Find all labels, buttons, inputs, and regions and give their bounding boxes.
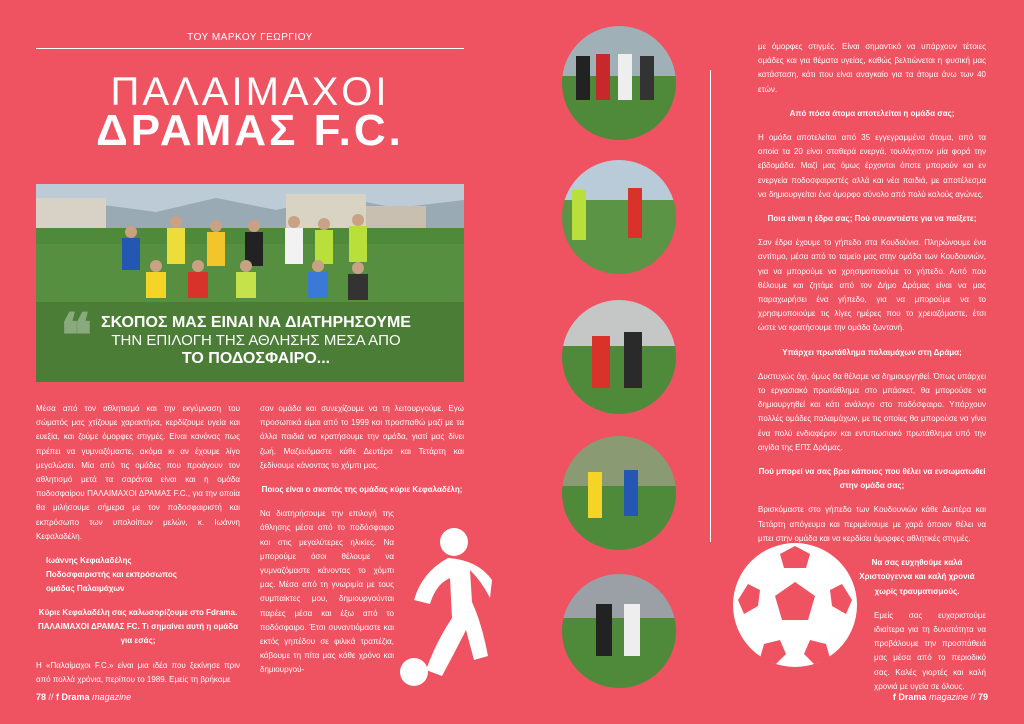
question-6: Πού μπορεί να σας βρει κάποιος που θέλει να ενσωματωθεί στην ομάδα σας; (758, 467, 986, 491)
column-divider (710, 70, 711, 542)
question-3: Από πόσα άτομα αποτελείται η ομάδα σας; (789, 108, 955, 118)
photo-circle-1 (562, 26, 676, 140)
soccer-ball-icon (730, 540, 860, 670)
signature-role: Ποδοσφαιριστής και εκπρόσωπος (46, 570, 177, 580)
question-7: Να σας ευχηθούμε καλά Χριστούγεννα και καλή χρονιά χωρίς τραυματισμούς. (859, 558, 975, 596)
pullquote (66, 314, 446, 368)
pullquote-line2: ΤΗΝ ΕΠΙΛΟΓΗ ΤΗΣ ΑΘΛΗΣΗΣ ΜΕΣΑ ΑΠΟ (111, 332, 401, 350)
answer-6: Βρισκόμαστε στο γήπεδο των Κουδουνιών κάθε Δευτέρα και Τετάρτη απόγευμα και περιμένουμε με χαρά όποιον θέλει να μπει στην ομάδα και να κερδίσει όμορφες αθλητικές στιγμές. (758, 505, 986, 543)
question-4: Ποια είναι η έδρα σας; Πού συναντιέστε για να παίξετε; (767, 214, 977, 224)
byline-rule (36, 48, 464, 49)
byline: ΤΟΥ ΜΑΡΚΟΥ ΓΕΩΡΓΙΟΥ (187, 32, 313, 43)
answer-5: Δυστυχώς όχι, όμως θα θέλαμε να δημιουργηθεί. Όπως υπάρχει το εργασιακό πρωτάθλημα στο μπάσκετ, θα μπορούσε να δημιουργηθεί και κάτι ανάλογο στο ποδόσφαιρο. Υπάρχουν πολλές ομάδες παλαιμάχων, με τις οποίες θα μπορούσε να γίνει ένα πολύ ενδιαφέρον και εντυπωσιακό πρωτάθλημα υπό την αιγίδα της ΕΠΣ Δράμας. (758, 371, 986, 452)
answer-2: Να διατηρήσουμε την επιλογή της άθλησης μέσα από το ποδόσφαιρο και στις μεγαλύτερες ηλικίες. Να μπορούμε όσοι θέλουμε να γυμναζόμαστε κάνοντας το χόμπι μας. Μέσα από τη γνωριμία με τους συμπαίκτες μου, δημιουργούνται παρέες μέσα και έξω από το ποδόσφαιρο. Έτσι συναντιόμαστε και εκτός γηπέδου σε φιλικά τραπέζια, κάβουμε τη πίτα μας κάθε χρόνο και δημιουργού- (260, 509, 394, 675)
answer-1-cont: σαν ομάδα και συνεχίζουμε να τη λειτουργούμε. Εγώ προσωπικά είμαι από το 1999 και προσπαθώ μαζί με τα άλλα παιδιά να κρατήσουμε την ομάδα, γιατί μας δίνει ζωή. Μαζευόμαστε κάθε Δευτέρα και Τετάρτη και ξεδίνουμε κάνοντας το χόμπι μας. (260, 404, 464, 470)
pullquote-line3: ΤΟ ΠΟΔΟΣΦΑΙΡΟ... (181, 349, 331, 367)
folio-right: f Drama magazine // 79 (892, 692, 988, 702)
column-1 (36, 402, 240, 697)
title-line2: ΔΡΑΜΑΣ F.C. (96, 106, 404, 155)
answer-1: Η «Παλαίμαχοι F.C.» είναι μια ιδέα που ξεκίνησε πριν από πολλά χρόνια, περίπου το 1989. Εμείς τη βρήκαμε (36, 660, 240, 684)
signature-name: Ιωάννης Κεφαλαδέλης (46, 556, 132, 566)
footballer-silhouette-icon (392, 520, 492, 690)
question-1: Κύριε Κεφαλαδέλη σας καλωσορίζουμε στο Fdrama. ΠΑΛΑΙΜΑΧΟΙ ΔΡΑΜΑΣ FC. Τι σημαίνει αυτή η ομάδα για εσάς; (38, 608, 238, 646)
pullquote-line1: ΣΚΟΠΟΣ ΜΑΣ ΕΙΝΑΙ ΝΑ ΔΙΑΤΗΡΗΣΟΥΜΕ (101, 314, 411, 331)
photo-circle-2 (562, 160, 676, 274)
question-5: Υπάρχει πρωτάθλημα παλαιμάχων στη Δράμα; (782, 347, 962, 357)
photo-circle-3 (562, 300, 676, 414)
intro-paragraph: Μέσα από τον αθλητισμό και την εκγύμναση του σώματός μας χτίζουμε χαρακτήρα, κερδίζουμε υγεία και ευεξία, και ζούμε όμορφες στιγμές. Είναι κανόνας πως πρέπει να γυμναζόμαστε, ακόμα κι αν έχουμε λίγο μεγαλώσει. Μία από τις ομάδες που προάγουν τον αθλητισμό μετά τα σαράντα είναι και η ομάδα ποδοσφαίρου ΠΑΛΑΙΜΑΧΟΙ ΔΡΑΜΑΣ F.C., για την οποία θα μιλήσουμε σήμερα με τον ποδοσφαιριστή και εκπρόσωπο των υπολοίπων μελών, κ. Ιωάννη Κεφαλαδέλη. (36, 404, 240, 541)
quote-mark-icon: ❝ (60, 302, 93, 369)
answer-7: Εμείς σας ευχαριστούμε ιδιαίτερα για τη δυνατότητα να προβάλουμε την προσπάθειά μας μέσα από το περιοδικό σας. Καλές γιορτές και καλή χρονιά με υγεία σε όλους. (874, 610, 986, 691)
photo-circle-5 (562, 574, 676, 688)
answer-4: Σαν έδρα έχουμε το γήπεδο στα Κουδούνια. Πληρώνουμε ένα αντίτιμο, μέσα από το ταμείο μας στην ομάδα των Κουδουνιών, για να μπορούμε να χρησιμοποιούμε το γήπεδο. Αυτό που θέλουμε και ζητάμε από τον Δήμο Δράμας είναι να μας παραχωρήσει ένα γήπεδο, για να μπορούμε να το χρησιμοποιούμε τις λίγες ημέρες που το χρειαζόμαστε, έτσι ώστε να κρατήσουμε την ομάδα ζωντανή. (758, 238, 986, 333)
question-2: Ποιος είναι ο σκοπός της ομάδας κύριε Κεφαλαδέλη; (261, 485, 463, 495)
photo-circle-4 (562, 436, 676, 550)
answer-3: Η ομάδα αποτελείται από 35 εγγεγραμμένα άτομα, από τα οποία τα 20 είναι σταθερά ενεργά, τουλάχιστον μία φορά την εβδομάδα. Μαζί μας όμως έρχονται όποτε μπορούν και εν ενεργεία ποδοσφαιριστές αλλά και νέα παιδιά, με αποτέλεσμα να δημιουργείται ένα όμορφο σύνολο από πολύ καλούς αγώνες. (758, 133, 986, 199)
title-line1: ΠΑΛΑΙΜΑΧΟΙ (110, 70, 390, 114)
signature-team: ομάδας Παλαιμάχων (46, 584, 125, 594)
answer-2-cont: με όμορφες στιγμές. Είναι σημαντικό να υπάρχουν τέτοιες ομάδες και για θέματα υγείας, καθώς βελτιώνεται η φυσική μας κατάσταση, κάτι που είναι αναγκαίο για τα άτομα άνω των 40 ετών. (758, 42, 986, 94)
folio-left: 78 // f Drama magazine (36, 692, 132, 702)
